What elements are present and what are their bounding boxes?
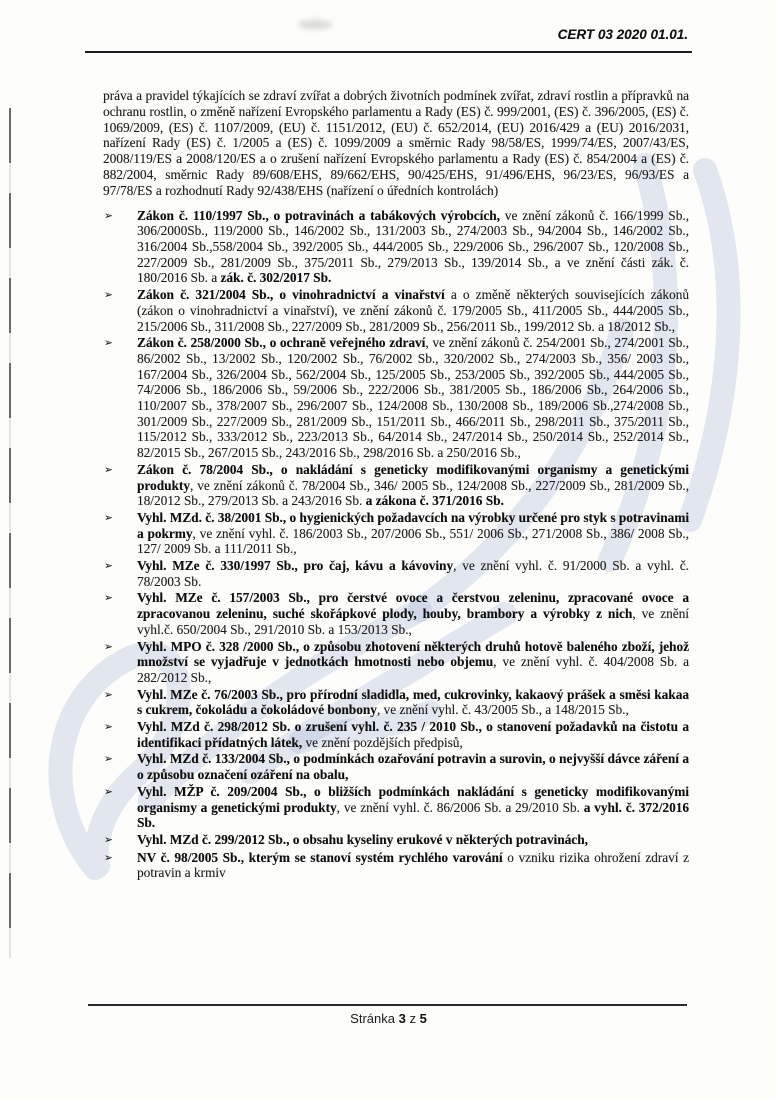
law-list-item bbox=[103, 590, 689, 637]
law-item-text bbox=[137, 687, 689, 718]
arrow-bullet-icon: ➢ bbox=[104, 785, 113, 798]
law-item-text bbox=[137, 287, 689, 334]
law-list-item bbox=[103, 208, 689, 287]
law-item-title: Vyhl. MZe č. 330/1997 Sb., pro čaj, kávu a kávoviny bbox=[137, 558, 454, 574]
law-item-title: Vyhl. MZd č. 298/2012 Sb. o zrušení vyhl. č. 235 / 2010 Sb., o stanovení požadavků na čistotu a identifikaci přídatných látek, bbox=[137, 719, 689, 750]
page-body bbox=[103, 88, 689, 1000]
law-item-amendments: o vzniku rizika ohrožení zdraví z potravin a krmiv bbox=[137, 849, 689, 881]
arrow-bullet-icon: ➢ bbox=[104, 289, 113, 302]
law-item-amendments: , ve znění zákonů č. 254/2001 Sb., 274/2001 Sb., 86/2002 Sb., 13/2002 Sb., 120/2002 Sb., 76/2002 Sb., 320/2002 Sb., 274/2003 Sb., 356/ 2003 Sb., 167/2004 Sb., 326/2004 Sb., 562/2004 Sb., 125/2005 Sb., 253/2005 Sb., 392/2005 Sb., 444/2005 Sb., 74/2006 Sb., 186/2006 Sb., 59/2006 Sb., 222/2006 Sb., 381/2005 Sb., 186/2006 Sb., 264/2006 Sb., 110/2007 Sb., 378/2007 Sb., 296/2007 Sb., 124/2008 Sb., 130/2008 Sb., 189/2006 Sb.,274/2008 Sb., 301/2009 Sb., 227/2009 Sb., 281/2009 Sb., 151/2011 Sb., 466/2011 Sb., 298/2011 Sb., 375/2011 Sb., 115/2012 Sb., 333/2012 Sb., 223/2013 Sb., 64/2014 Sb., 247/2014 Sb., 250/2014 Sb., 252/2014 Sb., 82/2015 Sb., 267/2015 Sb., 243/2016 Sb., 298/2016 Sb. a 250/2016 Sb., bbox=[137, 335, 689, 461]
arrow-bullet-icon: ➢ bbox=[104, 851, 113, 864]
law-item-title: Vyhl. MZd č. 133/2004 Sb., o podmínkách ozařování potravin a surovin, o nejvyšší dávce záření a o způsobu označení ozáření na obalu, bbox=[137, 751, 689, 783]
law-item-amendments: , ve znění vyhl. č. 43/2005 Sb., a 148/2015 Sb., bbox=[376, 702, 629, 718]
law-list-item bbox=[103, 462, 689, 509]
law-list-item bbox=[103, 751, 689, 782]
law-item-title: Zákon č. 110/1997 Sb., o potravinách a tabákových výrobcích, bbox=[137, 207, 500, 223]
law-list-item bbox=[103, 287, 689, 334]
law-list-item bbox=[103, 784, 689, 831]
law-item-title: Vyhl. MZe č. 157/2003 Sb., pro čerstvé ovoce a čerstvou zeleninu, zpracované ovoce a zpracovanou zeleninu, suché skořápkové plody, houby, brambory a výrobky z nich bbox=[137, 590, 689, 622]
law-item-text bbox=[137, 590, 689, 637]
law-item-title: Zákon č. 78/2004 Sb., o nakládání s geneticky modifikovanými organismy a genetickými produkty bbox=[137, 461, 689, 493]
law-item-text bbox=[137, 832, 689, 848]
law-list-item bbox=[103, 832, 689, 849]
law-item-amendments: ve znění zákonů č. 166/1999 Sb., 306/2000Sb., 119/2000 Sb., 146/2002 Sb., 131/2003 Sb., 274/2003 Sb., 94/2004 Sb., 146/2002 Sb., 316/2004 Sb.,558/2004 Sb., 392/2005 Sb., 444/2005 Sb., 229/2006 Sb., 296/2007 Sb., 120/2008 Sb., 227/2009 Sb., 281/2009 Sb., 375/2011 Sb., 279/2013 Sb., 139/2014 Sb., a ve znění části zák. č. 180/2016 Sb. a bbox=[137, 207, 689, 286]
arrow-bullet-icon: ➢ bbox=[104, 560, 113, 573]
law-list bbox=[103, 208, 689, 882]
law-item-amendments: a o změně některých souvisejících zákonů (zákon o vinohradnictví a vinařství), ve znění zákonů č. 179/2005 Sb., 411/2005 Sb., 444/2005 Sb., 215/2006 Sb., 311/2008 Sb., 227/2009 Sb., 281/2009 Sb., 256/2011 Sb., 199/2012 Sb. a 18/2012 Sb., bbox=[137, 287, 689, 334]
arrow-bullet-icon: ➢ bbox=[104, 640, 113, 653]
arrow-bullet-icon: ➢ bbox=[104, 337, 113, 350]
law-item-title: Vyhl. MPO č. 328 /2000 Sb., o způsobu zhotovení některých druhů hotově baleného zboží, jehož množství se vyjadřuje v jednotkách hmotnosti nebo objemu bbox=[137, 638, 689, 670]
arrow-bullet-icon: ➢ bbox=[104, 463, 113, 476]
law-list-item bbox=[103, 687, 689, 718]
law-item-text bbox=[137, 335, 689, 461]
law-item-title: Zákon č. 321/2004 Sb., o vinohradnictví a vinařství bbox=[137, 287, 445, 303]
law-item-amendments: , ve znění vyhl. č. 91/2000 Sb. a vyhl. č. 78/2003 Sb. bbox=[137, 558, 689, 589]
law-item-amendments: ve znění pozdějších předpisů, bbox=[302, 734, 463, 750]
arrow-bullet-icon: ➢ bbox=[104, 511, 113, 524]
arrow-bullet-icon: ➢ bbox=[104, 753, 113, 766]
law-item-title: Vyhl. MZd č. 299/2012 Sb., o obsahu kyseliny erukové v některých potravinách, bbox=[137, 832, 588, 847]
law-item-text bbox=[137, 462, 689, 509]
footer-page-label: Stránka bbox=[350, 1011, 395, 1026]
footer-divider bbox=[88, 1004, 687, 1006]
law-item-amendments: , ve znění vyhl. č. 86/2006 Sb. a 29/2010 Sb. bbox=[336, 799, 584, 815]
law-item-title-suffix: a vyhl. č. 372/2016 Sb. bbox=[137, 799, 689, 831]
footer-total-pages: 5 bbox=[419, 1011, 427, 1026]
header-divider bbox=[85, 51, 692, 53]
arrow-bullet-icon: ➢ bbox=[104, 834, 113, 846]
law-item-title: Vyhl. MŽP č. 209/2004 Sb., o bližších podmínkách nakládání s geneticky modifikovanými organismy a genetickými produkty bbox=[137, 783, 689, 815]
arrow-bullet-icon: ➢ bbox=[104, 209, 113, 222]
scan-artifact-left-edge bbox=[9, 108, 11, 958]
law-item-amendments: , ve znění zákonů č. 78/2004 Sb., 346/ 2005 Sb., 124/2008 Sb., 227/2009 Sb., 281/2009 Sb., 18/2012 Sb., 279/2013 Sb. a 243/2016 Sb. bbox=[137, 477, 689, 509]
law-item-amendments: , ve znění vyhl. č. 404/2008 Sb. a 282/2012 Sb., bbox=[137, 654, 689, 685]
law-list-item bbox=[103, 719, 689, 750]
law-item-text bbox=[137, 639, 689, 686]
law-item-title: Vyhl. MZd. č. 38/2001 Sb., o hygienických požadavcích na výrobky určené pro styk s potravinami a pokrmy bbox=[137, 509, 689, 541]
law-item-title: Vyhl. MZe č. 76/2003 Sb., pro přírodní sladidla, med, cukrovinky, kakaový prášek a směsi kakaa s cukrem, čokoládu a čokoládové bonbony bbox=[137, 686, 689, 718]
law-list-item bbox=[103, 639, 689, 686]
law-list-item bbox=[103, 510, 689, 557]
intro-paragraph: práva a pravidel týkajících se zdraví zvířat a dobrých životních podmínek zvířat, zdraví rostlin a přípravků na ochranu rostlin, o změně nařízení Evropského parlamentu a Rady (ES) č. 999/2001, (ES) č. 396/2005, (ES) č. 1069/2009, (ES) č. 1107/2009, (EU) č. 1151/2012, (EU) č. 652/2014, (EU) 2016/429 a (EU) 2016/2031, nařízení Rady (ES) č. 1/2005 a (ES) č. 1099/2009 a směrnic Rady 98/58/ES, 1999/74/ES, 2007/43/ES, 2008/119/ES a 2008/120/ES a o zrušení nařízení Evropského parlamentu a Rady (ES) č. 854/2004 a (ES) č. 882/2004, směrnic Rady 89/608/EHS, 89/662/EHS, 90/425/EHS, 91/496/EHS, 96/23/ES, 96/93/ES a 97/78/ES a rozhodnutí Rady 92/438/EHS (nařízení o úředních kontrolách) bbox=[103, 88, 689, 198]
footer-separator: z bbox=[409, 1011, 416, 1026]
law-item-text bbox=[137, 510, 689, 557]
law-list-item bbox=[103, 335, 689, 461]
law-item-text bbox=[137, 719, 689, 750]
law-item-text bbox=[137, 784, 689, 831]
law-item-text bbox=[137, 850, 689, 881]
document-code: CERT 03 2020 01.01. bbox=[557, 27, 688, 42]
law-item-title-suffix: zák. č. 302/2017 Sb. bbox=[220, 270, 332, 286]
arrow-bullet-icon: ➢ bbox=[104, 721, 113, 734]
law-item-text bbox=[137, 208, 689, 287]
law-item-text bbox=[137, 751, 689, 782]
arrow-bullet-icon: ➢ bbox=[104, 592, 113, 605]
page-footer bbox=[0, 1011, 777, 1026]
law-item-title: Zákon č. 258/2000 Sb., o ochraně veřejného zdraví bbox=[137, 335, 426, 351]
law-list-item bbox=[103, 558, 689, 589]
law-item-title: NV č. 98/2005 Sb., kterým se stanoví systém rychlého varování bbox=[137, 849, 503, 865]
law-item-amendments: , ve znění vyhl.č. 650/2004 Sb., 291/2010 Sb. a 153/2013 Sb., bbox=[137, 606, 689, 637]
arrow-bullet-icon: ➢ bbox=[104, 688, 113, 701]
page-header bbox=[85, 27, 688, 42]
law-item-title-suffix: a zákona č. 371/2016 Sb. bbox=[365, 493, 504, 509]
footer-page-number: 3 bbox=[398, 1011, 406, 1026]
law-list-item bbox=[103, 850, 689, 881]
law-item-text bbox=[137, 558, 689, 589]
law-item-amendments: , ve znění vyhl. č. 186/2003 Sb., 207/2006 Sb., 551/ 2006 Sb., 271/2008 Sb., 386/ 2008 Sb., 127/ 2009 Sb. a 111/2011 Sb., bbox=[137, 525, 689, 557]
